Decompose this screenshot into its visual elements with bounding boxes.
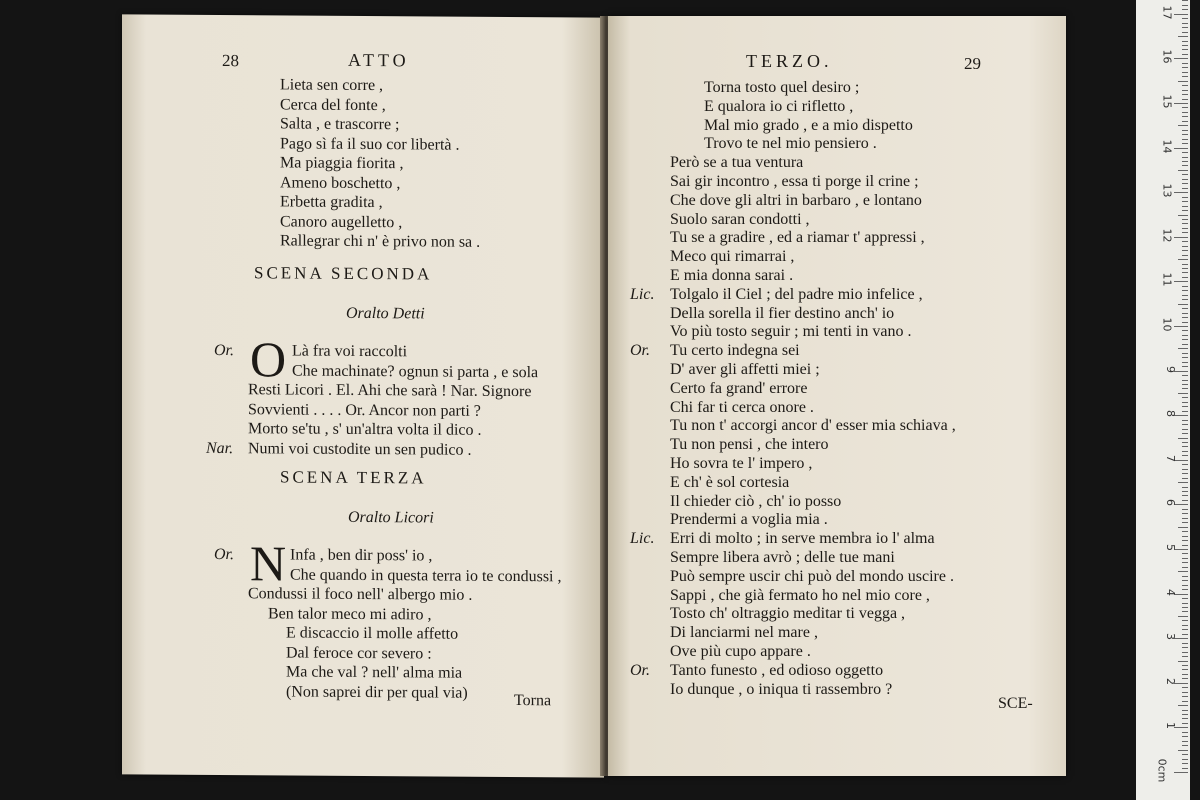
ruler-number: 16 [1160,49,1174,64]
ruler-tick [1182,250,1188,251]
dialogue-line: Ove più cupo appare . [670,643,811,660]
ruler-number: 11 [1160,272,1174,287]
ruler-tick [1182,536,1188,537]
speaker-label: Or. [630,661,651,679]
dialogue-line: Tu certo indegna sei [670,342,800,360]
ruler-tick [1178,170,1188,171]
page-number-left: 28 [222,51,239,71]
ruler-tick [1182,322,1188,323]
verse-line: Ma piaggia fiorita , [280,154,404,173]
running-head-left: ATTO [348,49,410,71]
ruler-tick [1182,629,1188,630]
ruler-tick [1182,678,1188,679]
dialogue-line: Meco qui rimarrai , [670,248,795,266]
ruler-number: 17 [1160,5,1174,20]
speaker-label: Lic. [630,530,655,548]
ruler-tick [1182,714,1188,715]
ruler-tick [1182,286,1188,287]
ruler-tick [1182,402,1188,403]
ruler-tick [1182,94,1188,95]
drop-capital: N [250,535,287,592]
dialogue-line: E qualora io ci rifletto , [704,97,854,115]
ruler-tick [1182,32,1188,33]
left-page [122,14,604,777]
ruler-tick [1182,406,1188,407]
open-book [122,16,1066,776]
dialogue-line: Torna tosto quel desiro ; [704,79,860,96]
verse-line: Pago sì fa il suo cor libertà . [280,134,460,154]
ruler-tick [1182,710,1188,711]
ruler-tick [1182,495,1188,496]
ruler-tick [1182,116,1188,117]
ruler-tick [1182,72,1188,73]
ruler-tick [1182,540,1188,541]
ruler-tick [1182,9,1188,10]
catchword-left: Torna [514,692,552,710]
speaker-label: Or. [214,341,235,360]
ruler-tick [1182,580,1188,581]
ruler-tick [1182,255,1188,256]
dialogue-line: Vo più tosto seguir ; mi tenti in vano . [670,323,912,341]
page-number-right: 29 [964,54,981,73]
ruler-tick [1182,576,1188,577]
ruler-tick [1178,527,1188,528]
ruler-tick [1182,384,1188,385]
dialogue-line: Prendermi a voglia mia . [670,511,828,529]
dialogue-line: Della sorella il fier destino anch' io [670,304,895,322]
ruler-tick [1182,732,1188,733]
dialogue-line: Tolgalo il Ciel ; del padre mio infelice , [670,285,923,303]
verse-line: Rallegrar chi n' è privo non sa . [280,232,481,251]
ruler-tick [1182,45,1188,46]
dialogue-line: Io dunque , o iniqua ti rassembro ? [670,680,893,698]
ruler-number: 8 [1164,410,1177,418]
measuring-ruler [1136,0,1190,800]
ruler-tick [1182,455,1188,456]
ruler-tick [1182,567,1188,568]
ruler-tick [1182,76,1188,77]
verse-line: Ameno boschetto , [280,173,401,192]
dialogue-line: Che quando in questa terra io te condussi , [290,565,562,585]
ruler-tick [1182,277,1188,278]
dialogue-line: Sappi , che già fermato ho nel mio core , [670,586,930,604]
ruler-tick [1182,228,1188,229]
ruler-tick [1182,99,1188,100]
ruler-tick [1182,174,1188,175]
ruler-tick [1182,223,1188,224]
dialogue-line: D' aver gli affetti miei ; [670,361,820,378]
ruler-tick [1182,27,1188,28]
ruler-tick [1182,268,1188,269]
ruler-tick [1182,210,1188,211]
ruler-tick [1182,451,1188,452]
ruler-tick [1182,67,1188,68]
ruler-tick [1182,272,1188,273]
ruler-tick [1182,513,1188,514]
ruler-tick [1182,139,1188,140]
ruler-tick [1182,611,1188,612]
ruler-tick [1182,112,1188,113]
ruler-tick [1182,718,1188,719]
dialogue-line: Ho sovra te l' impero , [670,455,813,472]
ruler-tick [1182,469,1188,470]
ruler-tick [1182,669,1188,670]
ruler-tick [1182,299,1188,300]
ruler-tick [1182,665,1188,666]
ruler-tick [1182,23,1188,24]
dialogue-line: Trovo te nel mio pensiero . [704,135,877,153]
ruler-tick [1182,723,1188,724]
ruler-tick [1182,339,1188,340]
ruler-tick [1182,246,1188,247]
ruler-tick [1182,424,1188,425]
dialogue-line: Tosto ch' oltraggio meditar ti vegga , [670,605,906,623]
ruler-tick [1182,375,1188,376]
ruler-number: 1 [1164,722,1177,730]
ruler-tick [1182,464,1188,465]
ruler-tick [1182,500,1188,501]
ruler-tick [1182,687,1188,688]
dialogue-line: Ma che val ? nell' alma mia [286,663,463,682]
ruler-tick [1182,518,1188,519]
ruler-tick [1182,696,1188,697]
ruler-tick [1174,103,1188,104]
ruler-tick [1182,607,1188,608]
dialogue-line: Infa , ben dir poss' io , [290,546,433,565]
ruler-tick [1182,85,1188,86]
scene-two-title: SCENA SECONDA [254,263,433,284]
ruler-tick [1182,701,1188,702]
ruler-tick [1182,219,1188,220]
ruler-tick [1182,357,1188,358]
ruler-number: 3 [1164,633,1177,641]
ruler-tick [1174,192,1188,193]
ruler-tick [1178,705,1188,706]
speaker-label: Or. [630,342,651,360]
dialogue-line: Condussi il foco nell' albergo mio . [248,585,473,604]
ruler-number: 9 [1164,365,1177,373]
ruler-tick [1182,49,1188,50]
ruler-tick [1174,58,1188,59]
ruler-tick [1182,558,1188,559]
catchword-right: SCE- [998,695,1033,712]
ruler-tick [1182,0,1188,1]
ruler-tick [1174,14,1188,15]
dialogue-line: Resti Licori . El. Ahi che sarà ! Nar. Signore [248,381,532,401]
ruler-tick [1182,330,1188,331]
ruler-tick [1182,317,1188,318]
ruler-tick [1182,509,1188,510]
ruler-tick [1182,121,1188,122]
ruler-tick [1182,598,1188,599]
scene-three-characters: Oralto Licori [348,508,434,527]
ruler-tick [1182,741,1188,742]
ruler-tick [1178,81,1188,82]
ruler-tick [1178,482,1188,483]
dialogue-line: Tanto funesto , ed odioso oggetto [670,661,884,679]
ruler-tick [1182,63,1188,64]
ruler-tick [1182,473,1188,474]
ruler-tick [1182,264,1188,265]
dialogue-line: Numi voi custodite un sen pudico . [248,439,472,459]
ruler-tick [1182,692,1188,693]
ruler-number: 7 [1164,454,1177,462]
ruler-tick [1178,571,1188,572]
ruler-tick [1182,603,1188,604]
dialogue-line: Là fra voi raccolti [292,342,408,361]
dialogue-line: Mal mio grado , e a mio dispetto [704,116,913,134]
ruler-tick [1182,188,1188,189]
ruler-tick [1182,589,1188,590]
ruler-tick [1182,161,1188,162]
dialogue-line: Sai gir incontro , essa ti porge il crine ; [670,173,919,190]
ruler-tick [1182,446,1188,447]
ruler-tick [1182,335,1188,336]
ruler-tick [1182,362,1188,363]
ruler-tick [1182,54,1188,55]
ruler-tick [1182,134,1188,135]
ruler-number: 4 [1164,588,1177,596]
ruler-tick [1182,344,1188,345]
ruler-tick [1182,429,1188,430]
ruler-tick [1182,143,1188,144]
ruler-tick [1182,420,1188,421]
ruler-tick [1182,759,1188,760]
ruler-tick [1174,772,1188,773]
dialogue-line: Tu non t' accorgi ancor d' esser mia schiava , [670,417,956,435]
ruler-tick [1182,165,1188,166]
ruler-tick [1178,348,1188,349]
ruler-number: 14 [1160,139,1174,154]
verse-line: Cerca del fonte , [280,95,386,114]
ruler-tick [1178,750,1188,751]
ruler-tick [1178,393,1188,394]
dialogue-line: (Non saprei dir per qual via) [286,682,468,702]
dialogue-line: Sovvienti . . . . Or. Ancor non parti ? [248,400,481,420]
ruler-tick [1182,411,1188,412]
ruler-tick [1178,616,1188,617]
dialogue-line: Tu non pensi , che intero [670,436,829,454]
running-head-right: TERZO. [746,51,833,71]
ruler-tick [1182,674,1188,675]
ruler-tick [1182,366,1188,367]
ruler-tick [1182,353,1188,354]
ruler-tick [1182,201,1188,202]
ruler-tick [1182,18,1188,19]
ruler-number: 12 [1160,228,1174,243]
ruler-tick [1182,620,1188,621]
ruler-tick [1182,647,1188,648]
ruler-tick [1182,241,1188,242]
dialogue-line: Ben talor meco mi adiro , [268,604,432,623]
ruler-number: 2 [1164,677,1177,685]
dialogue-line: E ch' è sol cortesia [670,473,790,491]
dialogue-line: Chi far ti cerca onore . [670,398,814,416]
ruler-tick [1182,768,1188,769]
ruler-tick [1182,232,1188,233]
ruler-tick [1182,41,1188,42]
dialogue-line: Dal feroce cor severo : [286,643,432,662]
ruler-tick [1182,585,1188,586]
ruler-tick [1178,125,1188,126]
ruler-tick [1182,308,1188,309]
ruler-tick [1182,152,1188,153]
ruler-tick [1174,281,1188,282]
ruler-tick [1182,313,1188,314]
dialogue-line: Tu se a gradire , ed a riamar t' appressi , [670,229,925,247]
dialogue-line: Che machinate? ognun si parta , e sola [292,362,539,381]
ruler-tick [1182,5,1188,6]
ruler-tick [1174,237,1188,238]
verse-line: Salta , e trascorre ; [280,115,400,134]
ruler-tick [1178,36,1188,37]
ruler-tick [1182,130,1188,131]
speaker-label: Lic. [630,285,655,303]
ruler-tick [1178,259,1188,260]
ruler-tick [1174,148,1188,149]
ruler-tick [1182,634,1188,635]
dialogue-line: Di lanciarmi nel mare , [670,624,818,642]
dialogue-line: Erri di molto ; in serve membra io l' alma [670,530,935,548]
ruler-tick [1182,388,1188,389]
dialogue-line: Suolo saran condotti , [670,210,810,228]
ruler-number: 10 [1160,317,1174,332]
ruler-tick [1182,107,1188,108]
speaker-label: Nar. [206,439,234,457]
ruler-tick [1182,183,1188,184]
ruler-number: 6 [1164,499,1177,507]
ruler-tick [1182,545,1188,546]
ruler-number: 0cm [1155,758,1169,783]
speaker-label: Or. [214,545,235,564]
ruler-tick [1182,531,1188,532]
ruler-tick [1182,397,1188,398]
ruler-tick [1182,295,1188,296]
ruler-tick [1182,380,1188,381]
verse-line: Canoro augelletto , [280,212,403,231]
ruler-tick [1182,206,1188,207]
ruler-tick [1182,656,1188,657]
ruler-tick [1182,745,1188,746]
ruler-tick [1174,326,1188,327]
drop-capital: O [250,331,287,388]
ruler-tick [1182,754,1188,755]
ruler-tick [1182,643,1188,644]
dialogue-line: Morto se'tu , s' un'altra volta il dico . [248,420,482,439]
dialogue-line: E discaccio il molle affetto [286,624,459,643]
ruler-tick [1178,304,1188,305]
ruler-tick [1182,290,1188,291]
dialogue-line: Può sempre uscir chi può del mondo uscire . [670,567,954,585]
ruler-tick [1182,157,1188,158]
ruler-tick [1182,491,1188,492]
ruler-tick [1182,522,1188,523]
dialogue-line: Certo fa grand' errore [670,379,808,397]
ruler-tick [1182,442,1188,443]
dialogue-line: Sempre libera avrò ; delle tue mani [670,549,895,566]
ruler-tick [1178,661,1188,662]
ruler-tick [1182,625,1188,626]
dialogue-line: Che dove gli altri in barbaro , e lontano [670,191,922,209]
ruler-number: 13 [1160,183,1174,198]
ruler-tick [1182,763,1188,764]
ruler-tick [1182,433,1188,434]
ruler-tick [1178,438,1188,439]
verse-line: Erbetta gradita , [280,193,383,212]
verse-line: Lieta sen corre , [280,76,384,95]
ruler-number: 15 [1160,94,1174,109]
ruler-tick [1182,179,1188,180]
dialogue-line: Però se a tua ventura [670,154,804,172]
ruler-tick [1182,652,1188,653]
ruler-tick [1182,90,1188,91]
ruler-number: 5 [1164,544,1177,551]
ruler-tick [1182,562,1188,563]
scene-two-characters: Oralto Detti [346,304,425,323]
right-page [608,16,1066,776]
scene-three-title: SCENA TERZA [280,467,427,488]
ruler-tick [1178,215,1188,216]
ruler-tick [1182,487,1188,488]
ruler-tick [1182,736,1188,737]
dialogue-line: E mia donna sarai . [670,267,794,284]
ruler-tick [1182,478,1188,479]
dialogue-line: Il chieder ciò , ch' io posso [670,492,842,510]
ruler-tick [1182,197,1188,198]
ruler-tick [1182,553,1188,554]
